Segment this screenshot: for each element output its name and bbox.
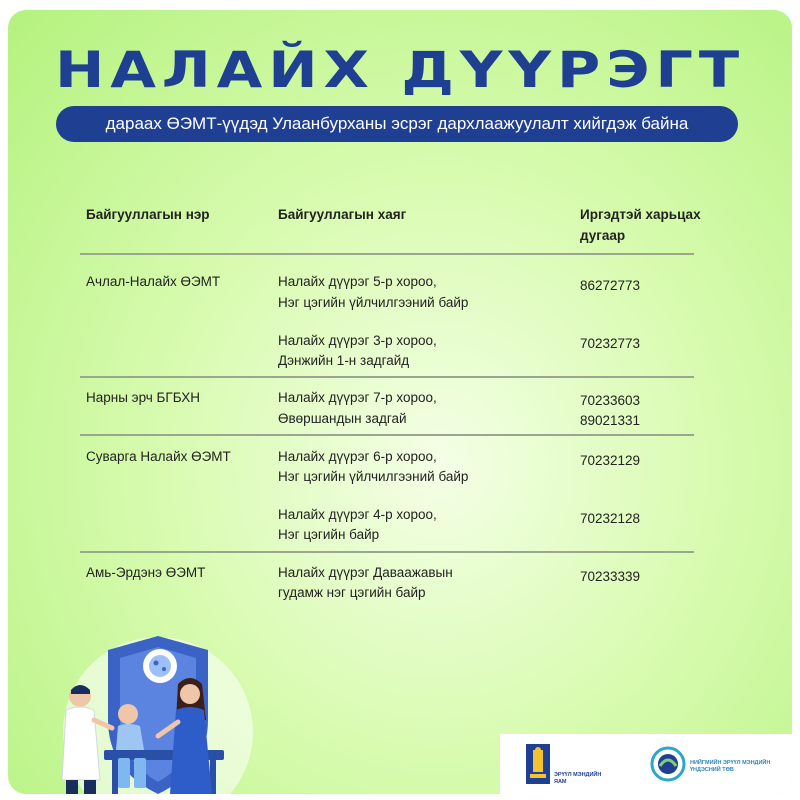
phone-number: 70232773 <box>580 336 641 351</box>
address-line: Налайх дүүрэг 4-р хороо, <box>278 507 437 522</box>
phone-number: 70233339 <box>580 569 641 584</box>
address-line: Өвөршандын задгай <box>278 411 407 426</box>
phone-number: 70232128 <box>580 511 641 526</box>
address-line: Нэг цэгийн үйлчилгээний байр <box>278 469 469 484</box>
address-line: Налайх дүүрэг 7-р хороо, <box>278 390 437 405</box>
ministry-label: ЭРҮҮЛ МЭНДИЙН ЯАМ <box>554 772 602 785</box>
address-line: Нэг цэгийн байр <box>278 527 380 542</box>
column-header-org: Байгууллагын нэр <box>86 207 210 222</box>
public-health-center-logo-icon <box>650 746 686 782</box>
address-line: Нэг цэгийн үйлчилгээний байр <box>278 295 469 310</box>
org-name: Суварга Налайх ӨЭМТ <box>86 449 231 464</box>
row-divider <box>80 434 694 436</box>
phone-number: 86272773 <box>580 278 641 293</box>
org-name: Нарны эрч БГБХН <box>86 390 201 405</box>
logos-panel <box>500 734 792 794</box>
vial-icon <box>118 758 130 788</box>
poster-card <box>8 10 792 794</box>
subtitle-banner: дараах ӨЭМТ-үүдэд Улаанбурханы эсрэг дархлаажуулалт хийгдэж байна <box>56 106 738 142</box>
column-header-phone: Иргэдтэй харьцах дугаар <box>580 207 701 243</box>
ministry-emblem-icon <box>526 744 550 784</box>
center-label-line2: ҮНДЭСНИЙ ТӨВ <box>690 767 734 773</box>
row-divider <box>80 551 694 553</box>
address-line: Налайх дүүрэг 5-р хороо, <box>278 274 437 289</box>
org-name: Амь-Эрдэнэ ӨЭМТ <box>86 565 206 580</box>
column-header-address: Байгууллагын хаяг <box>278 207 407 222</box>
address-line: Налайх дүүрэг 3-р хороо, <box>278 333 437 348</box>
header-divider <box>80 253 694 255</box>
address-line: Налайх дүүрэг 6-р хороо, <box>278 449 437 464</box>
row-divider <box>80 376 694 378</box>
org-name: Ачлал-Налайх ӨЭМТ <box>86 274 221 289</box>
center-label-line1: НИЙГМИЙН ЭРҮҮЛ МЭНДИЙН <box>690 760 771 766</box>
phone-number: 89021331 <box>580 413 641 428</box>
address-line: Налайх дүүрэг Даваажавын <box>278 565 453 580</box>
phone-number: 70232129 <box>580 453 641 468</box>
address-line: Дэнжийн 1-н задгайд <box>278 353 410 368</box>
address-line: гудамж нэг цэгийн байр <box>278 585 426 600</box>
phone-number: 70233603 <box>580 393 641 408</box>
health-shield-illustration <box>8 610 288 794</box>
page-title: НАЛАЙХ ДҮҮРЭГТ <box>54 41 746 99</box>
